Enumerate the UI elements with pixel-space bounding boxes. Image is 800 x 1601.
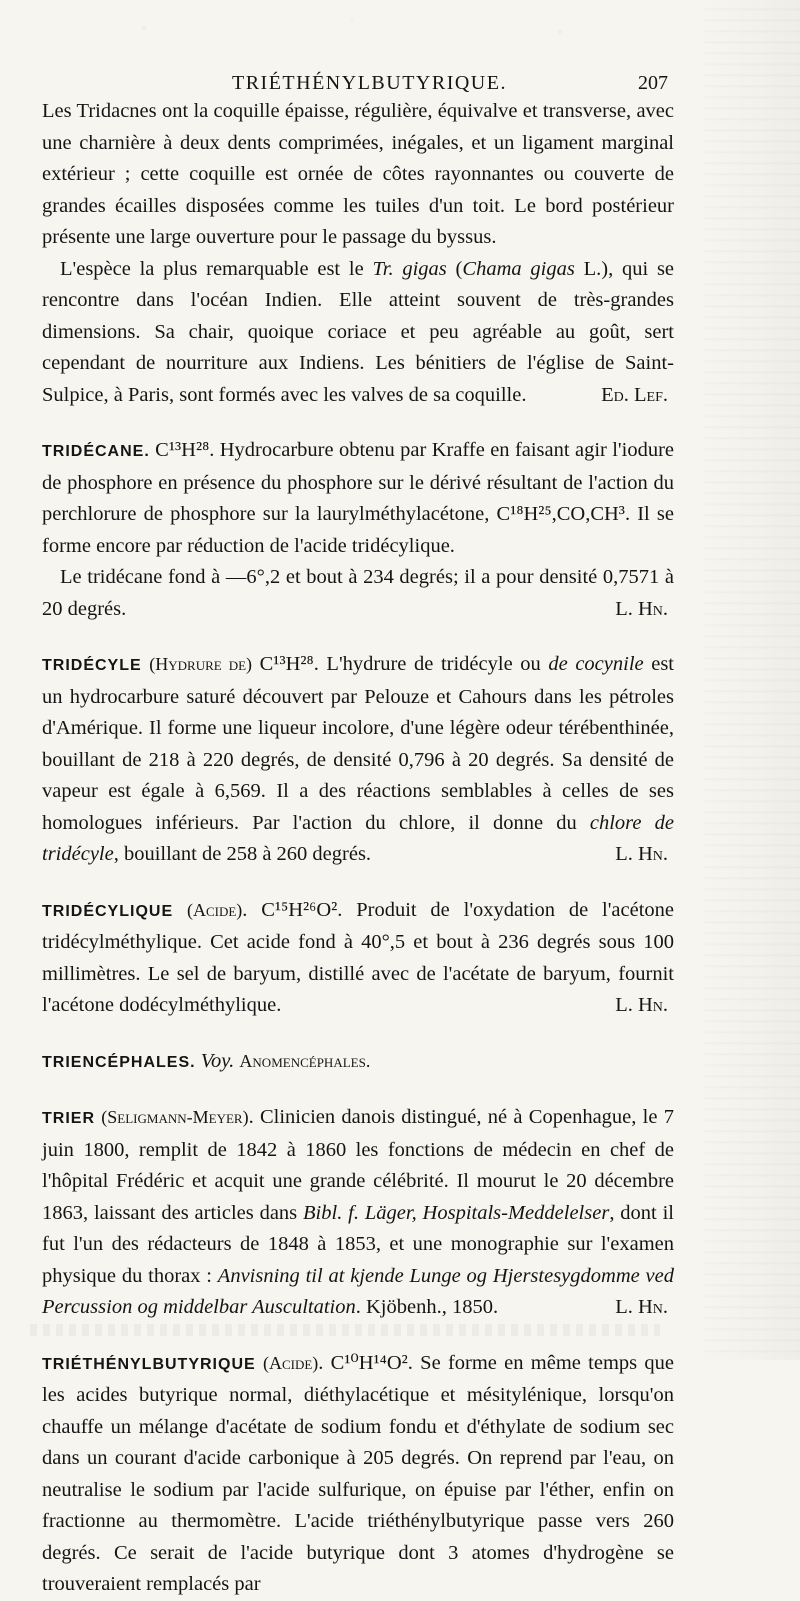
entry-qualifier: (Seligmann-Meyer) [101,1107,249,1127]
paragraph [42,254,674,412]
italic-text: Chama gigas [462,257,575,280]
entry-heading: TRIENCÉPHALES. [42,1053,196,1071]
entry-tridacnes [42,96,674,411]
scan-noise [0,0,800,70]
entry-heading: TRIDÉCANE. [42,443,150,460]
paragraph: Les Tridacnes ont la coquille épaisse, régulière, équivalve et transverse, avec une charnière à deux dents comprimées, inégales, et un ligament marginal extérieur ; cette coquille est ornée de côtes rayonnantes ou couverte de grandes écailles disposées comme les tuiles d'un toit. Le bord postérieur présente une large ouverture pour le passage du byssus. [42,100,674,248]
entry-heading: TRIER [42,1110,95,1127]
italic-text: Tr. gigas [372,257,447,280]
entry-triethenylbutyrique [42,1348,674,1601]
paragraph [42,435,674,562]
text-run: C¹³H²⁸. L'hydrure de tridécyle ou [252,653,549,675]
page-header [42,62,674,96]
cross-reference-target: Anomencéphales. [239,1050,371,1071]
entry-heading: TRIDÉCYLE [42,657,142,674]
text-run: . Clinicien danois distingué, né à Copenhague, le 7 juin 1800, remplit de 1842 à 1860 les fonctions de médecin en chef de l'hôpital Frédéric et acquit une grande célébrité. Il mourut le 20 décembre 1863, laissant des articles dans [42,1106,675,1224]
entry-trier [42,1102,674,1324]
spacer [42,411,674,435]
text-run: L.), qui se rencontre dans l'océan Indien. Elle atteint souvent de très-grandes dimensions. Sa chair, quoique coriace et peu agréable au goût, sert cependant de nourriture aux Indiens. Les bénitiers de l'église de Saint-Sulpice, à Paris, sont formés avec les valves de sa coquille. [42,257,675,406]
author-signature: L. Hn. [615,994,668,1016]
author-signature: Ed. Lef. [601,383,668,406]
entry-heading: TRIDÉCYLIQUE [42,902,174,920]
paragraph [42,895,674,1022]
entry-tridecane [42,435,674,625]
paragraph [42,1046,674,1079]
text-run: , bouillant de 258 à 260 degrés. [113,843,372,865]
entry-tridecyle [42,649,674,871]
text-run: ( [446,257,463,280]
text-run: . Kjöbenh., 1850. [355,1296,499,1318]
entry-qualifier: (Acide) [186,899,243,920]
paragraph [42,562,674,625]
entry-qualifier: (Acide) [262,1352,319,1373]
spacer [42,1022,674,1046]
cross-reference-label: Voy. [200,1049,235,1072]
italic-text: de cocynile [548,653,644,675]
italic-text: Anvisning til at kjende Lunge og Hjerstesygdomme ved Percussion og middelbar Auscultation [42,1264,674,1318]
author-signature: L. Hn. [615,843,668,865]
entry-heading: TRIÉTHÉNYLBUTYRIQUE [42,1355,256,1373]
text-run: C¹³H²⁸. Hydrocarbure obtenu par Kraffe en faisant agir l'iodure de phosphore en présence du phosphore sur le dérivé résultant de l'action du perchlorure de phosphore sur la laurylméthylacétone, C¹⁸H²⁵,CO,CH³. Il se forme encore par réduction de l'acide tridécylique. [42,439,674,557]
text-run: L'espèce la plus remarquable est le [60,257,373,280]
document-page [42,62,674,1601]
italic-text: Bibl. f. Läger, Hospitals-Meddelelser [303,1201,610,1224]
author-signature: L. Hn. [615,597,668,620]
italic-text: chlore de tridécyle [42,811,674,865]
page-edge-shadow [704,0,800,1360]
entry-qualifier: (Hydrure de) [149,654,253,674]
text-run: , dont il fut l'un des rédacteurs de 1848 à 1853, et une monographie sur l'examen physique du thorax : [42,1201,674,1287]
paragraph [42,649,674,871]
scan-bottom-noise [30,1324,660,1336]
entry-triencephales [42,1046,674,1079]
running-head: TRIÉTHÉNYLBUTYRIQUE. [232,72,507,94]
entry-tridecylique [42,895,674,1022]
text-run: est un hydrocarbure saturé découvert par Pelouze et Cahours dans les pétroles d'Amérique. Il forme une liqueur incolore, d'une légère odeur térébenthinée, bouillant de 218 à 220 degrés, de densité 0,796 à 20 degrés. Sa densité de vapeur est égale à 6,569. Il a des réactions semblables à celles de ses homologues inférieurs. Par l'action du chlore, il donne du [42,653,675,834]
page-number: 207 [638,72,668,94]
author-signature: L. Hn. [615,1296,668,1318]
spacer [42,871,674,895]
text-run: . C¹⁵H²⁶O². Produit de l'oxydation de l'acétone tridécylméthylique. Cet acide fond à 40°,5 et bout à 236 degrés sous 100 millimètres. Le sel de baryum, distillé avec de l'acétate de baryum, fournit l'acétone dodécylméthylique. [42,898,674,1016]
text-run: Le tridécane fond à —6°,2 et bout à 234 degrés; il a pour densité 0,7571 à 20 degrés. [42,566,674,620]
paragraph [42,1102,674,1324]
paragraph [42,1348,674,1601]
spacer [42,625,674,649]
spacer [42,1078,674,1102]
text-run: . C¹⁰H¹⁴O². Se forme en même temps que les acides butyrique normal, diéthylacétique et mésitylénique, lorsqu'on chauffe un mélange d'acétate de sodium fondu et d'éthylate de sodium sec dans un courant d'acide carbonique à 205 degrés. On reprend par l'eau, on neutralise le sodium par l'acide sulfurique, on épuise par l'éther, enfin on fractionne au thermomètre. L'acide triéthénylbutyrique passe vers 260 degrés. Ce serait de l'acide butyrique dont 3 atomes d'hydrogène se trouveraient remplacés par [42,1351,674,1595]
